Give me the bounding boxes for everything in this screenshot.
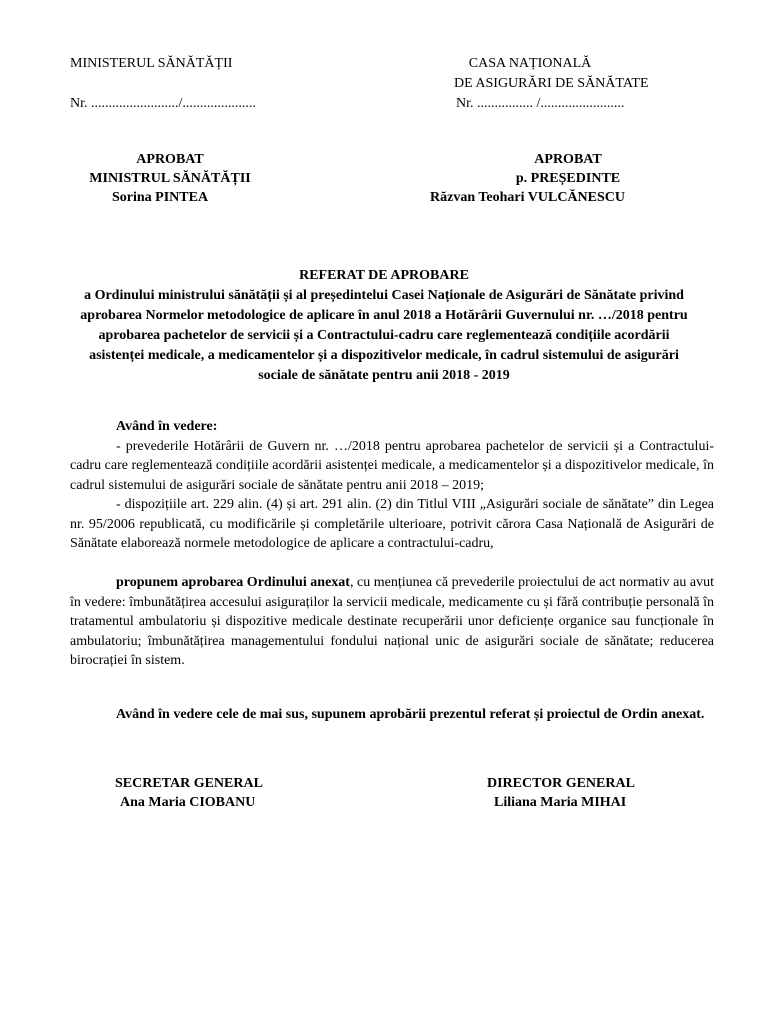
left-approval-role: MINISTRUL SĂNĂTĂȚII: [89, 171, 251, 186]
right-approval-label: APROBAT: [534, 152, 602, 167]
title-heading: REFERAT DE APROBARE: [299, 268, 469, 283]
title-line: asistenței medicale, a medicamentelor și a dispozitivelor medicale, în cadrul sistemului de asigurări: [89, 348, 679, 363]
considering-section: [70, 417, 714, 554]
title-line: a Ordinului ministrului sănătății și al președintelui Casei Naționale de Asigurări de Sănătate privind: [84, 288, 684, 303]
left-institution: MINISTERUL SĂNĂTĂȚII: [70, 56, 233, 71]
left-signature-role: SECRETAR GENERAL: [115, 776, 263, 791]
right-registration-number: Nr. ................ /........................: [456, 96, 625, 111]
left-approval-label: APROBAT: [136, 152, 204, 167]
conclusion-section: [70, 705, 714, 725]
left-approval-name: Sorina PINTEA: [112, 190, 209, 205]
right-signature-name: Liliana Maria MIHAI: [494, 795, 627, 810]
title-line: aprobarea pachetelor de servicii și a Contractului-cadru care reglementează condițiile acordării: [98, 328, 670, 343]
right-signature-role: DIRECTOR GENERAL: [487, 776, 635, 791]
consideration-item: - prevederile Hotărârii de Guvern nr. …/2018 pentru aprobarea pachetelor de servicii și a Contractului-cadru care reglementează condițiile acordării asistenței medicale, a medicamentelor și a dispozitivelor medicale, în cadrul sistemului de asigurări sociale de sănătate pentru anii 2018 – 2019;: [70, 438, 714, 493]
left-signature-name: Ana Maria CIOBANU: [120, 795, 256, 810]
right-approval-role: p. PREȘEDINTE: [515, 171, 621, 186]
title-line: sociale de sănătate pentru anii 2018 - 2019: [258, 368, 510, 383]
title-line: aprobarea Normelor metodologice de aplicare în anul 2018 a Hotărârii Guvernului nr. …/2018 pentru: [80, 308, 688, 323]
proposal-paragraph: [70, 573, 714, 671]
right-institution-line2: DE ASIGURĂRI DE SĂNĂTATE: [454, 76, 649, 91]
right-institution-line1: CASA NAȚIONALĂ: [468, 56, 592, 71]
considering-heading: Având în vedere:: [116, 419, 218, 434]
left-registration-number: Nr. ........................./.....................: [70, 96, 256, 111]
consideration-item: - dispozițiile art. 229 alin. (4) și art. 291 alin. (2) din Titlul VIII „Asigurări sociale de sănătate” din Legea nr. 95/2006 republicată, cu modificările și completările ulterioare, potrivit cărora Casa Națională de Asigurări de Sănătate elaborează normele metodologice de aplicare a contractului-cadru,: [70, 497, 714, 551]
proposal-text: , cu mențiunea că prevederile proiectului de act normativ au avut în vedere: îmbunătățirea accesului asiguraților la servicii medicale, medicamente cu și fără contribuție personală în tratamentul ambulatoriu și dispozitive medicale destinate recuperării unor deficiențe organice sau funcționale în ambulatoriu; îmbunătățirea managementului fondului național unic de asigurări sociale de sănătate; reducerea birocrației în sistem.: [70, 575, 714, 668]
right-approval-name: Răzvan Teohari VULCĂNESCU: [430, 190, 625, 205]
proposal-bold-lead: propunem aprobarea Ordinului anexat: [116, 575, 350, 590]
document-title: [60, 266, 708, 386]
proposal-section: [70, 573, 714, 671]
conclusion-paragraph: Având în vedere cele de mai sus, supunem aprobării prezentul referat și proiectul de Ordin anexat.: [116, 707, 705, 722]
